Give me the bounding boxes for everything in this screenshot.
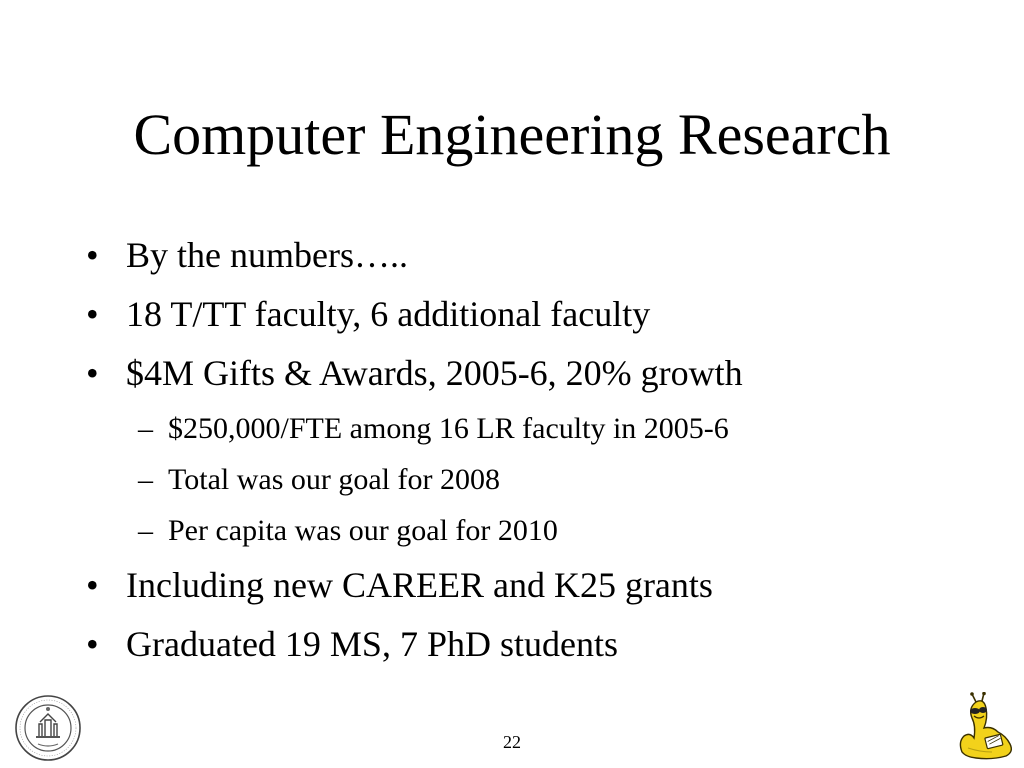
sub-bullet-item [82,505,982,556]
bullet-dot-icon: • [86,565,99,605]
bullet-text: Graduated 19 MS, 7 PhD students [126,624,618,664]
bullet-item [82,615,982,674]
bullet-item [82,556,982,615]
page-number: 22 [503,732,521,752]
dash-icon: – [138,412,153,445]
bullet-text: By the numbers….. [126,235,408,275]
bullet-item [82,344,982,403]
bullet-text: $4M Gifts & Awards, 2005-6, 20% growth [126,353,743,393]
bullet-dot-icon: • [86,235,99,275]
bullet-list [82,226,982,674]
bullet-dot-icon: • [86,624,99,664]
banana-slug-mascot-icon [952,692,1020,762]
sub-bullet-text: Per capita was our goal for 2010 [168,514,558,547]
bullet-item [82,285,982,344]
bullet-dot-icon: • [86,353,99,393]
bullet-text: Including new CAREER and K25 grants [126,565,713,605]
bullet-item [82,226,982,285]
dash-icon: – [138,514,153,547]
sub-bullet-text: Total was our goal for 2008 [168,463,500,496]
bullet-dot-icon: • [86,294,99,334]
bullet-text: 18 T/TT faculty, 6 additional faculty [126,294,651,334]
sub-bullet-text: $250,000/FTE among 16 LR faculty in 2005-6 [168,412,729,445]
sub-bullet-item [82,403,982,454]
slide-title: Computer Engineering Research [133,102,891,167]
dash-icon: – [138,463,153,496]
sub-bullet-item [82,454,982,505]
